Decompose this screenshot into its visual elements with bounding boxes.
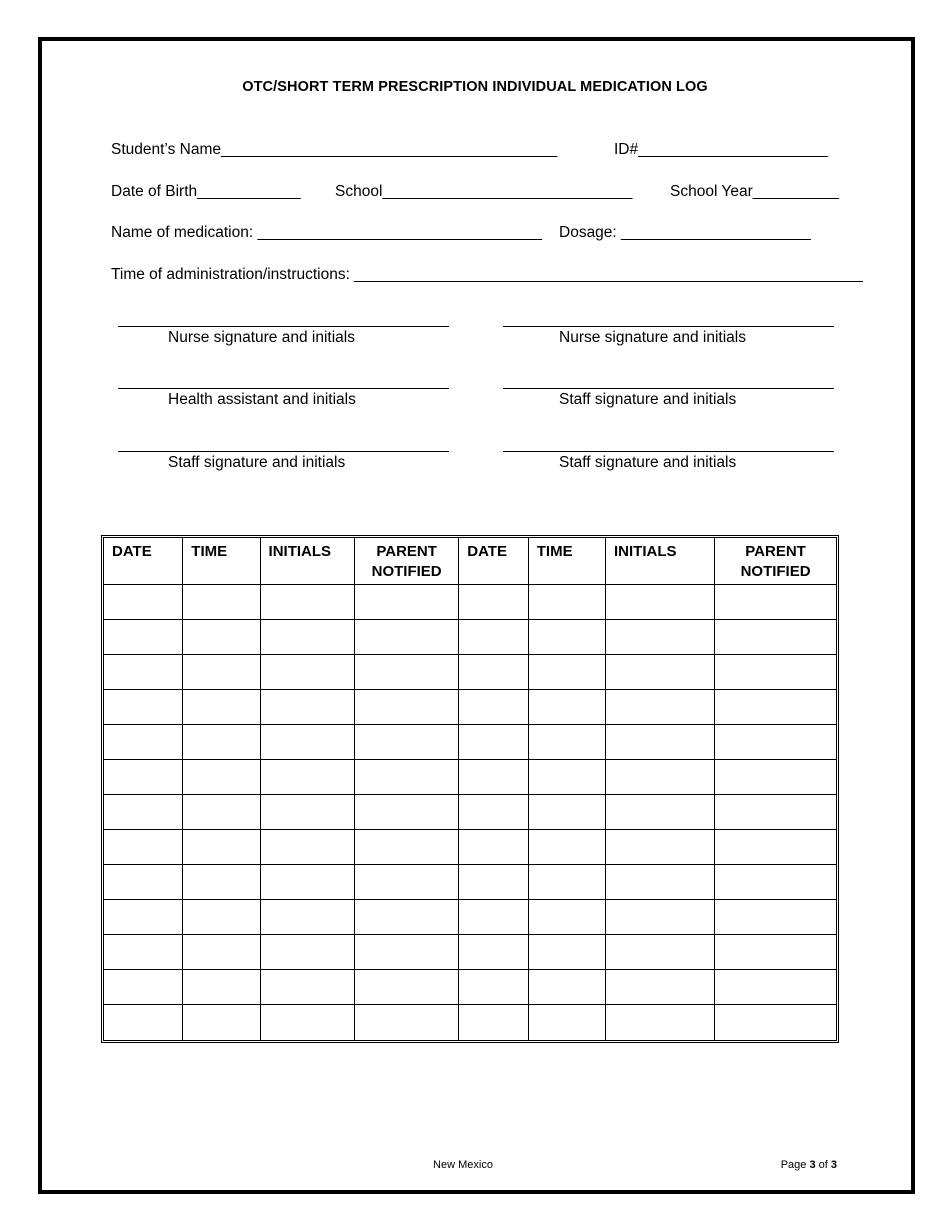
- table-header-row: [104, 538, 836, 585]
- table-cell[interactable]: [104, 795, 183, 830]
- table-cell[interactable]: [606, 830, 715, 865]
- table-cell[interactable]: [715, 690, 836, 725]
- table-cell[interactable]: [715, 900, 836, 935]
- table-cell[interactable]: [606, 620, 715, 655]
- table-cell[interactable]: [104, 620, 183, 655]
- table-cell[interactable]: [104, 655, 183, 690]
- table-row: [104, 795, 836, 830]
- table-row: [104, 690, 836, 725]
- signature-line[interactable]: [503, 388, 834, 389]
- table-cell[interactable]: [261, 865, 355, 900]
- table-cell[interactable]: [261, 795, 355, 830]
- column-header: DATE: [104, 538, 183, 585]
- table-cell[interactable]: [355, 620, 459, 655]
- table-cell[interactable]: [355, 900, 459, 935]
- table-cell[interactable]: [606, 760, 715, 795]
- page-current: 3: [809, 1159, 816, 1171]
- table-cell[interactable]: [606, 795, 715, 830]
- table-cell[interactable]: [459, 865, 529, 900]
- table-cell[interactable]: [529, 970, 606, 1005]
- table-cell[interactable]: [459, 585, 529, 620]
- table-row: [104, 655, 836, 690]
- table-cell[interactable]: [355, 830, 459, 865]
- table-cell[interactable]: [529, 830, 606, 865]
- table-cell[interactable]: [529, 900, 606, 935]
- table-cell[interactable]: [183, 585, 260, 620]
- table-row: [104, 725, 836, 760]
- table-cell[interactable]: [459, 970, 529, 1005]
- table-row: [104, 865, 836, 900]
- table-cell[interactable]: [104, 865, 183, 900]
- table-row: [104, 620, 836, 655]
- table-cell[interactable]: [715, 1005, 836, 1040]
- table-cell[interactable]: [183, 655, 260, 690]
- id-field[interactable]: ID#______________________: [614, 141, 828, 158]
- table-cell[interactable]: [355, 970, 459, 1005]
- table-cell[interactable]: [529, 935, 606, 970]
- school-year-field[interactable]: School Year__________: [670, 183, 839, 200]
- signature-label: Health assistant and initials: [168, 391, 356, 408]
- dosage-field[interactable]: Dosage: ______________________: [559, 224, 811, 241]
- table-cell[interactable]: [529, 795, 606, 830]
- table-cell[interactable]: [355, 725, 459, 760]
- table-cell[interactable]: [183, 970, 260, 1005]
- table-row: [104, 760, 836, 795]
- table-row: [104, 900, 836, 935]
- table-cell[interactable]: [715, 760, 836, 795]
- table-cell[interactable]: [104, 725, 183, 760]
- footer-state: New Mexico: [433, 1159, 493, 1171]
- table-cell[interactable]: [715, 795, 836, 830]
- table-cell[interactable]: [104, 900, 183, 935]
- table-cell[interactable]: [355, 1005, 459, 1040]
- table-cell[interactable]: [104, 690, 183, 725]
- column-header: TIME: [183, 538, 260, 585]
- table-cell[interactable]: [104, 760, 183, 795]
- table-cell[interactable]: [261, 585, 355, 620]
- table-cell[interactable]: [261, 970, 355, 1005]
- column-header: PARENT NOTIFIED: [355, 538, 459, 585]
- table-cell[interactable]: [104, 970, 183, 1005]
- table-cell[interactable]: [606, 970, 715, 1005]
- table-cell[interactable]: [459, 620, 529, 655]
- table-cell[interactable]: [459, 690, 529, 725]
- table-cell[interactable]: [606, 935, 715, 970]
- table-cell[interactable]: [606, 900, 715, 935]
- table-cell[interactable]: [459, 655, 529, 690]
- table-cell[interactable]: [261, 900, 355, 935]
- table-cell[interactable]: [183, 725, 260, 760]
- table-cell[interactable]: [355, 760, 459, 795]
- school-field[interactable]: School_____________________________: [335, 183, 633, 200]
- table-cell[interactable]: [715, 830, 836, 865]
- page-prefix: Page: [780, 1159, 810, 1171]
- table-cell[interactable]: [715, 970, 836, 1005]
- table-cell[interactable]: [104, 585, 183, 620]
- table-cell[interactable]: [606, 725, 715, 760]
- table-body: [104, 585, 836, 1040]
- table-cell[interactable]: [529, 620, 606, 655]
- table-row: [104, 830, 836, 865]
- column-header: TIME: [529, 538, 606, 585]
- student-name-field[interactable]: Student’s Name_______________________________________: [111, 141, 558, 158]
- table-row: [104, 1005, 836, 1040]
- table-cell[interactable]: [104, 1005, 183, 1040]
- table-cell[interactable]: [355, 865, 459, 900]
- table-cell[interactable]: [183, 865, 260, 900]
- table-cell[interactable]: [183, 900, 260, 935]
- table-cell[interactable]: [355, 795, 459, 830]
- table-cell[interactable]: [606, 865, 715, 900]
- table-cell[interactable]: [529, 725, 606, 760]
- table-cell[interactable]: [529, 690, 606, 725]
- signature-label: Staff signature and initials: [559, 391, 737, 408]
- page-of: of: [815, 1159, 831, 1171]
- table-cell[interactable]: [183, 690, 260, 725]
- column-header: INITIALS: [606, 538, 715, 585]
- table-cell[interactable]: [606, 585, 715, 620]
- page-total: 3: [830, 1159, 837, 1171]
- table-cell[interactable]: [459, 900, 529, 935]
- table-cell[interactable]: [715, 865, 836, 900]
- table-cell[interactable]: [183, 760, 260, 795]
- signature-label: Nurse signature and initials: [168, 329, 355, 346]
- table-cell[interactable]: [715, 585, 836, 620]
- table-cell[interactable]: [529, 1005, 606, 1040]
- footer-page-number: [781, 1159, 837, 1171]
- column-header: INITIALS: [261, 538, 355, 585]
- signature-line[interactable]: [118, 388, 449, 389]
- table-row: [104, 585, 836, 620]
- column-header: DATE: [459, 538, 529, 585]
- table-row: [104, 935, 836, 970]
- table-cell[interactable]: [459, 830, 529, 865]
- signature-line[interactable]: [118, 451, 449, 452]
- table-cell[interactable]: [355, 935, 459, 970]
- table-cell[interactable]: [355, 585, 459, 620]
- table-cell[interactable]: [459, 795, 529, 830]
- table-cell[interactable]: [459, 760, 529, 795]
- table-row: [104, 970, 836, 1005]
- table-cell[interactable]: [459, 1005, 529, 1040]
- table-cell[interactable]: [606, 655, 715, 690]
- table-cell[interactable]: [606, 690, 715, 725]
- table-cell[interactable]: [261, 1005, 355, 1040]
- time-of-administration-field[interactable]: Time of administration/instructions: ___________________________________________________________: [111, 266, 863, 283]
- column-header: PARENT NOTIFIED: [715, 538, 836, 585]
- table-cell[interactable]: [104, 830, 183, 865]
- medication-log-table: [101, 535, 839, 1043]
- table-cell[interactable]: [104, 935, 183, 970]
- table-cell[interactable]: [715, 935, 836, 970]
- signature-label: Staff signature and initials: [559, 454, 737, 471]
- table-cell[interactable]: [261, 690, 355, 725]
- table-cell[interactable]: [183, 620, 260, 655]
- table-cell[interactable]: [715, 725, 836, 760]
- table-cell[interactable]: [459, 935, 529, 970]
- table-cell[interactable]: [183, 795, 260, 830]
- table-cell[interactable]: [261, 620, 355, 655]
- table-cell[interactable]: [261, 760, 355, 795]
- signature-line[interactable]: [503, 326, 834, 327]
- table-cell[interactable]: [183, 1005, 260, 1040]
- table-cell[interactable]: [606, 1005, 715, 1040]
- table-cell[interactable]: [355, 655, 459, 690]
- table-cell[interactable]: [261, 935, 355, 970]
- date-of-birth-field[interactable]: Date of Birth____________: [111, 183, 301, 200]
- medication-name-field[interactable]: Name of medication: _________________________________: [111, 224, 542, 241]
- page-title: OTC/SHORT TERM PRESCRIPTION INDIVIDUAL MEDICATION LOG: [242, 79, 708, 95]
- table-cell[interactable]: [529, 760, 606, 795]
- table-cell[interactable]: [715, 620, 836, 655]
- signature-label: Staff signature and initials: [168, 454, 346, 471]
- table-cell[interactable]: [715, 655, 836, 690]
- table-cell[interactable]: [355, 690, 459, 725]
- table-cell[interactable]: [183, 935, 260, 970]
- table-cell[interactable]: [529, 865, 606, 900]
- table-cell[interactable]: [183, 830, 260, 865]
- table-cell[interactable]: [529, 585, 606, 620]
- signature-line[interactable]: [118, 326, 449, 327]
- table-cell[interactable]: [529, 655, 606, 690]
- signature-line[interactable]: [503, 451, 834, 452]
- table-cell[interactable]: [261, 725, 355, 760]
- table-cell[interactable]: [459, 725, 529, 760]
- signature-label: Nurse signature and initials: [559, 329, 746, 346]
- table-cell[interactable]: [261, 655, 355, 690]
- table-cell[interactable]: [261, 830, 355, 865]
